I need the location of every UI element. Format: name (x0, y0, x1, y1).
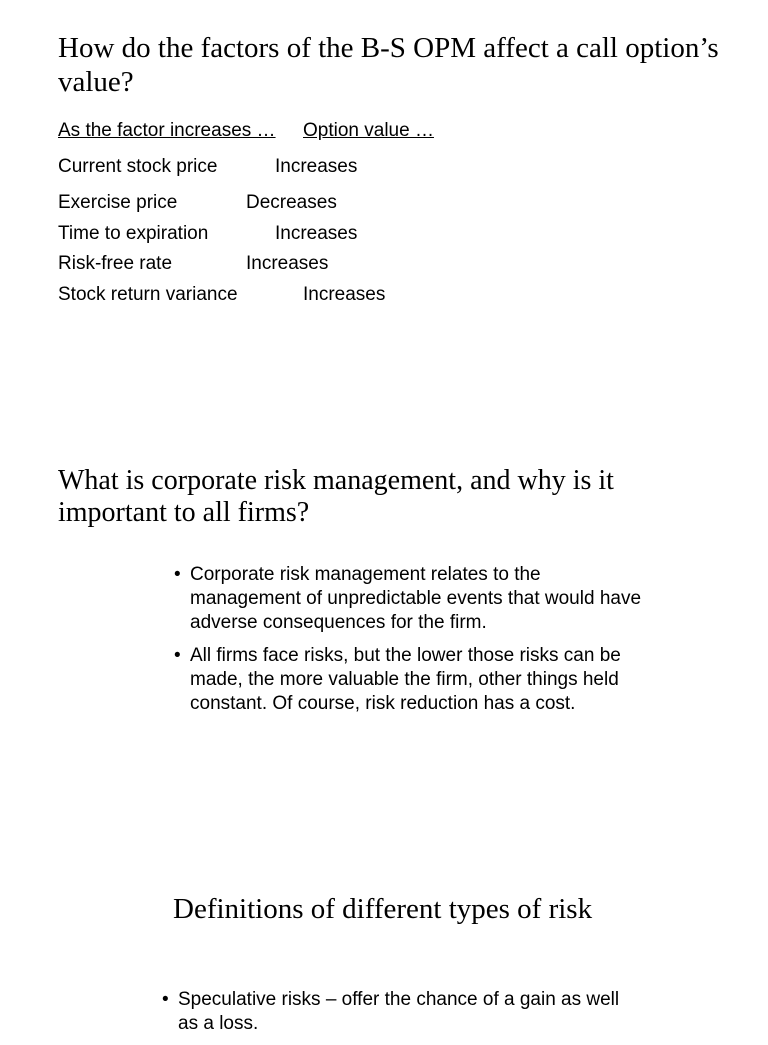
factor-label: Time to expiration (58, 223, 209, 244)
value-column-header: Option value … (303, 120, 434, 141)
effect-label: Increases (275, 223, 358, 244)
risk-management-slide-title: What is corporate risk management, and why is it important to all firms? (58, 465, 614, 528)
effect-label: Increases (246, 253, 329, 274)
factor-label: Exercise price (58, 192, 178, 213)
list-item: • All firms face risks, but the lower those risks can be made, the more valuable the firm, other things held constant. Of course, risk reduction has a cost. (172, 644, 642, 716)
list-item: • Speculative risks – offer the chance of a gain as well as a loss. (160, 988, 630, 1036)
factor-column-header: As the factor increases … (58, 120, 276, 141)
effect-label: Increases (303, 284, 386, 305)
list-item: • Corporate risk management relates to the management of unpredictable events that would have adverse consequences for the firm. (172, 563, 642, 635)
factor-label: Current stock price (58, 156, 218, 177)
effect-label: Increases (275, 156, 358, 177)
bs-opm-slide-title: How do the factors of the B-S OPM affect a call option’s value? (58, 32, 719, 98)
factor-label: Stock return variance (58, 284, 238, 305)
effect-label: Decreases (246, 192, 337, 213)
risk-types-bullet-list (160, 988, 630, 1045)
factor-label: Risk-free rate (58, 253, 173, 274)
risk-management-bullet-list (172, 563, 642, 725)
risk-types-slide-title: Definitions of different types of risk (173, 893, 593, 925)
